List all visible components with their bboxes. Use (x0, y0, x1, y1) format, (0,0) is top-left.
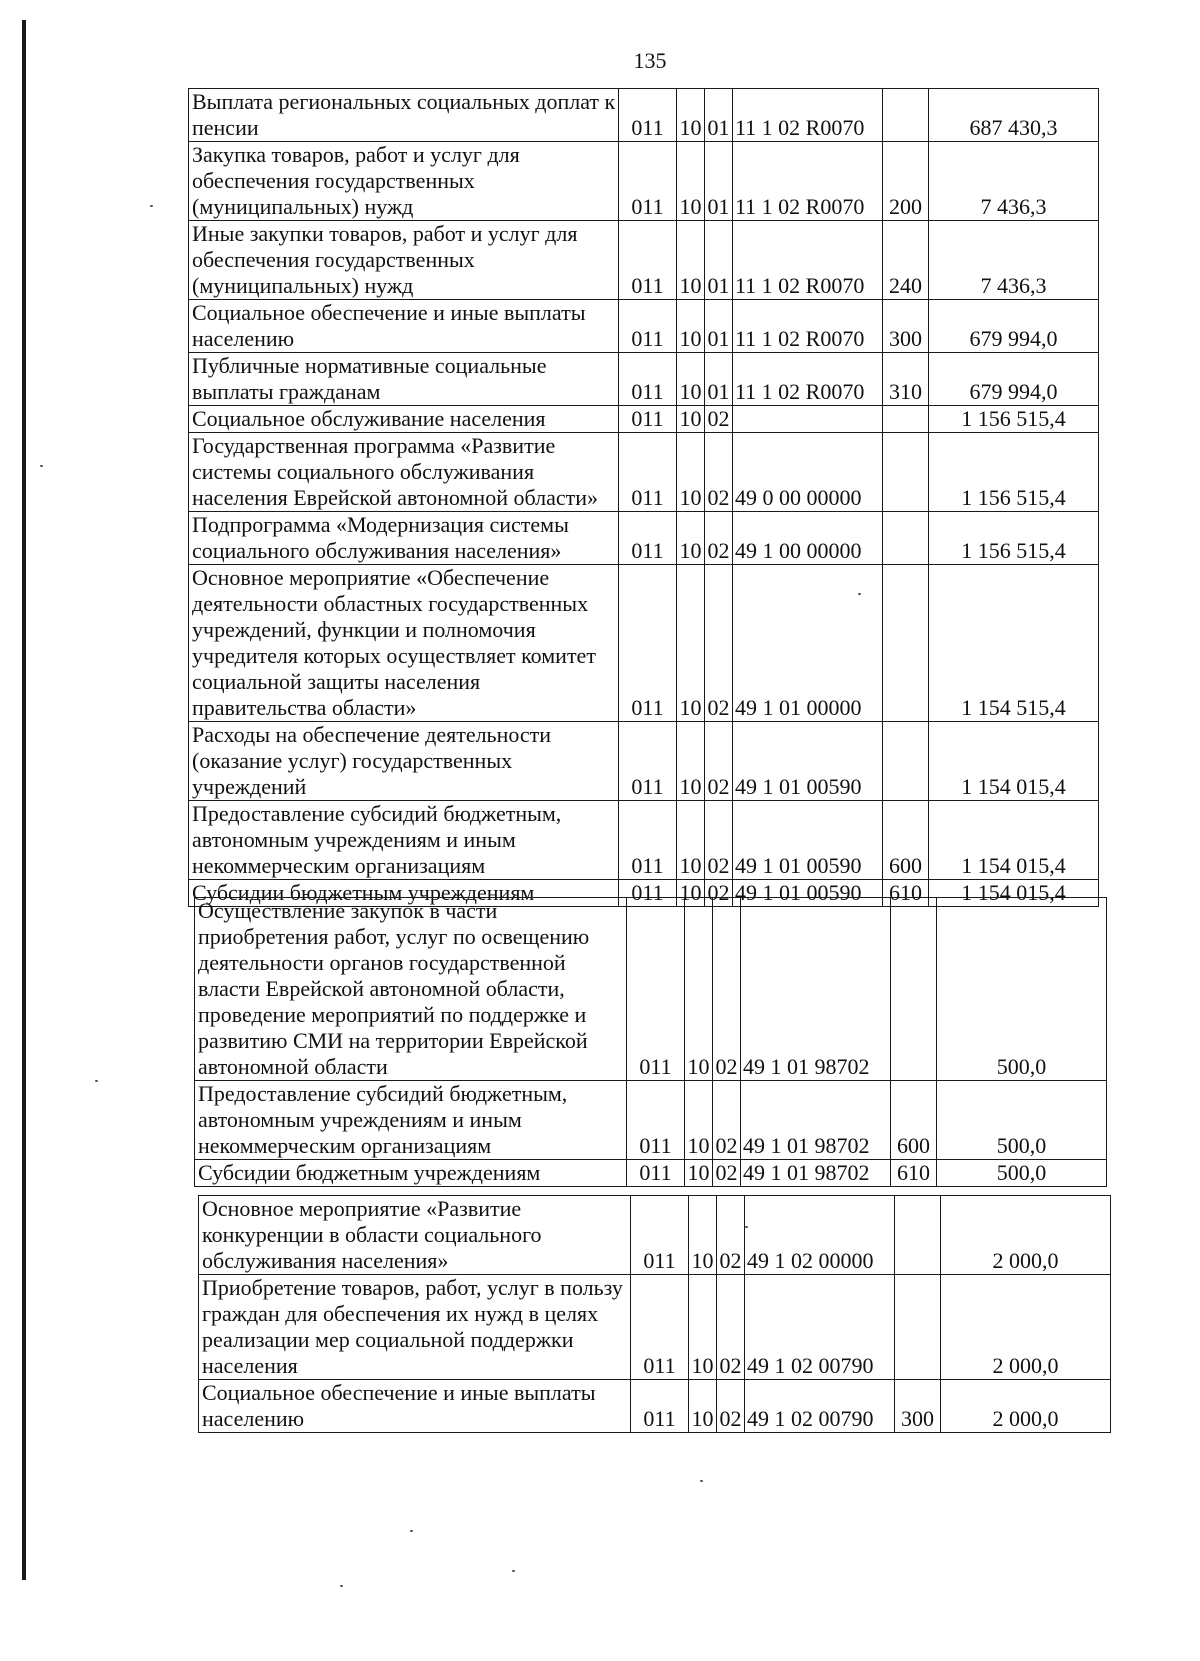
section-code-cell: 10 (677, 565, 705, 722)
target-article-cell: 11 1 02 R0070 (733, 300, 883, 353)
table-row (189, 801, 1099, 880)
target-article-cell: 49 1 01 00590 (733, 722, 883, 801)
target-article-cell: 49 1 01 98702 (741, 1160, 891, 1187)
amount-cell: 1 156 515,4 (929, 512, 1099, 565)
table-row (189, 300, 1099, 353)
amount-cell: 1 156 515,4 (929, 433, 1099, 512)
target-article-cell (733, 406, 883, 433)
table-row (195, 1160, 1107, 1187)
subsection-code-cell: 01 (705, 300, 733, 353)
budget-table-part-3 (198, 1195, 1111, 1433)
row-name-cell: Социальное обслуживание населения (189, 406, 619, 433)
section-code-cell: 10 (677, 801, 705, 880)
amount-cell: 7 436,3 (929, 221, 1099, 300)
table-row (189, 406, 1099, 433)
amount-cell: 1 154 015,4 (929, 722, 1099, 801)
scan-speck (95, 1080, 98, 1082)
expense-type-cell: 300 (883, 300, 929, 353)
section-code-cell: 10 (685, 1160, 713, 1187)
target-article-cell: 49 1 01 00590 (733, 801, 883, 880)
subsection-code-cell: 02 (717, 1196, 745, 1275)
row-name-cell: Государственная программа «Развитие системы социального обслуживания населения Еврейской автономной области» (189, 433, 619, 512)
target-article-cell: 49 1 01 98702 (741, 898, 891, 1081)
row-name-cell: Выплата региональных социальных доплат к пенсии (189, 89, 619, 142)
row-name-cell: Расходы на обеспечение деятельности (оказание услуг) государственных учреждений (189, 722, 619, 801)
row-name-cell: Субсидии бюджетным учреждениям (189, 880, 619, 907)
scan-speck (745, 1226, 748, 1228)
expense-type-cell (895, 1275, 941, 1380)
row-name-cell: Социальное обеспечение и иные выплаты населению (189, 300, 619, 353)
section-code-cell: 10 (677, 722, 705, 801)
target-article-cell: 11 1 02 R0070 (733, 142, 883, 221)
subsection-code-cell: 02 (713, 898, 741, 1081)
table-row (189, 722, 1099, 801)
amount-cell: 500,0 (937, 1081, 1107, 1160)
expense-type-cell: 610 (891, 1160, 937, 1187)
subsection-code-cell: 02 (705, 406, 733, 433)
row-name-cell: Основное мероприятие «Обеспечение деятельности областных государственных учреждений, функции и полномочия учредителя которых осуществляет комитет социальной защиты населения правительства области» (189, 565, 619, 722)
target-article-cell: 49 0 00 00000 (733, 433, 883, 512)
expense-type-cell (883, 433, 929, 512)
scan-speck (40, 465, 43, 467)
target-article-cell: 49 1 02 00000 (745, 1196, 895, 1275)
amount-cell: 2 000,0 (941, 1275, 1111, 1380)
amount-cell: 679 994,0 (929, 300, 1099, 353)
subsection-code-cell: 01 (705, 221, 733, 300)
ministry-code-cell: 011 (619, 565, 677, 722)
section-code-cell: 10 (677, 512, 705, 565)
section-code-cell: 10 (677, 406, 705, 433)
section-code-cell: 10 (685, 898, 713, 1081)
scan-speck (700, 1480, 703, 1482)
expense-type-cell (883, 565, 929, 722)
expense-type-cell: 600 (883, 801, 929, 880)
budget-table-body (195, 898, 1107, 1187)
table-row (189, 89, 1099, 142)
scan-speck (858, 593, 861, 595)
amount-cell: 1 154 015,4 (929, 801, 1099, 880)
amount-cell: 500,0 (937, 1160, 1107, 1187)
amount-cell: 2 000,0 (941, 1196, 1111, 1275)
target-article-cell: 49 1 01 98702 (741, 1081, 891, 1160)
subsection-code-cell: 02 (713, 1081, 741, 1160)
target-article-cell: 11 1 02 R0070 (733, 221, 883, 300)
ministry-code-cell: 011 (631, 1275, 689, 1380)
section-code-cell: 10 (677, 221, 705, 300)
budget-table-body (199, 1196, 1111, 1433)
amount-cell: 1 154 015,4 (929, 880, 1099, 907)
subsection-code-cell: 02 (705, 722, 733, 801)
ministry-code-cell: 011 (631, 1196, 689, 1275)
scan-speck (512, 1570, 515, 1572)
expense-type-cell: 610 (883, 880, 929, 907)
subsection-code-cell: 02 (717, 1275, 745, 1380)
table-row (199, 1196, 1111, 1275)
row-name-cell: Предоставление субсидий бюджетным, автономным учреждениям и иным некоммерческим организациям (189, 801, 619, 880)
ministry-code-cell: 011 (619, 512, 677, 565)
row-name-cell: Закупка товаров, работ и услуг для обеспечения государственных (муниципальных) нужд (189, 142, 619, 221)
amount-cell: 500,0 (937, 898, 1107, 1081)
row-name-cell: Субсидии бюджетным учреждениям (195, 1160, 627, 1187)
ministry-code-cell: 011 (627, 1160, 685, 1187)
target-article-cell: 11 1 02 R0070 (733, 89, 883, 142)
subsection-code-cell: 01 (705, 89, 733, 142)
ministry-code-cell: 011 (619, 221, 677, 300)
amount-cell: 1 156 515,4 (929, 406, 1099, 433)
ministry-code-cell: 011 (619, 353, 677, 406)
expense-type-cell: 310 (883, 353, 929, 406)
subsection-code-cell: 02 (705, 565, 733, 722)
scan-speck (410, 1530, 413, 1532)
table-row (195, 1081, 1107, 1160)
expense-type-cell (883, 512, 929, 565)
expense-type-cell: 200 (883, 142, 929, 221)
page-binding-edge (22, 20, 26, 1580)
ministry-code-cell: 011 (619, 433, 677, 512)
table-row (199, 1380, 1111, 1433)
table-row (189, 221, 1099, 300)
table-row (189, 565, 1099, 722)
row-name-cell: Приобретение товаров, работ, услуг в пользу граждан для обеспечения их нужд в целях реализации мер социальной поддержки населения (199, 1275, 631, 1380)
table-row (189, 353, 1099, 406)
target-article-cell: 11 1 02 R0070 (733, 353, 883, 406)
budget-table-part-2 (194, 897, 1107, 1187)
amount-cell: 7 436,3 (929, 142, 1099, 221)
row-name-cell: Осуществление закупок в части приобретения работ, услуг по освещению деятельности органов государственной власти Еврейской автономной области, проведение мероприятий по поддержке и развитию СМИ на территории Еврейской автономной области (195, 898, 627, 1081)
amount-cell: 679 994,0 (929, 353, 1099, 406)
section-code-cell: 10 (677, 880, 705, 907)
target-article-cell: 49 1 01 00000 (733, 565, 883, 722)
section-code-cell: 10 (677, 300, 705, 353)
expense-type-cell: 300 (895, 1380, 941, 1433)
ministry-code-cell: 011 (619, 142, 677, 221)
section-code-cell: 10 (677, 142, 705, 221)
target-article-cell: 49 1 01 00590 (733, 880, 883, 907)
budget-table-body (189, 89, 1099, 907)
section-code-cell: 10 (689, 1275, 717, 1380)
ministry-code-cell: 011 (619, 89, 677, 142)
ministry-code-cell: 011 (627, 1081, 685, 1160)
row-name-cell: Публичные нормативные социальные выплаты гражданам (189, 353, 619, 406)
subsection-code-cell: 01 (705, 142, 733, 221)
expense-type-cell: 240 (883, 221, 929, 300)
section-code-cell: 10 (677, 89, 705, 142)
row-name-cell: Основное мероприятие «Развитие конкуренции в области социального обслуживания населения» (199, 1196, 631, 1275)
ministry-code-cell: 011 (619, 406, 677, 433)
expense-type-cell: 600 (891, 1081, 937, 1160)
subsection-code-cell: 02 (705, 433, 733, 512)
row-name-cell: Иные закупки товаров, работ и услуг для обеспечения государственных (муниципальных) нужд (189, 221, 619, 300)
expense-type-cell (883, 406, 929, 433)
target-article-cell: 49 1 02 00790 (745, 1380, 895, 1433)
budget-table-part-1 (188, 88, 1099, 907)
ministry-code-cell: 011 (619, 880, 677, 907)
row-name-cell: Подпрограмма «Модернизация системы социального обслуживания населения» (189, 512, 619, 565)
expense-type-cell (883, 722, 929, 801)
amount-cell: 1 154 515,4 (929, 565, 1099, 722)
subsection-code-cell: 02 (705, 512, 733, 565)
section-code-cell: 10 (689, 1380, 717, 1433)
table-row (195, 898, 1107, 1081)
row-name-cell: Предоставление субсидий бюджетным, автономным учреждениям и иным некоммерческим организациям (195, 1081, 627, 1160)
amount-cell: 2 000,0 (941, 1380, 1111, 1433)
ministry-code-cell: 011 (627, 898, 685, 1081)
ministry-code-cell: 011 (619, 722, 677, 801)
scan-speck (150, 205, 153, 207)
subsection-code-cell: 02 (713, 1160, 741, 1187)
section-code-cell: 10 (685, 1081, 713, 1160)
target-article-cell: 49 1 00 00000 (733, 512, 883, 565)
subsection-code-cell: 02 (717, 1380, 745, 1433)
expense-type-cell (895, 1196, 941, 1275)
ministry-code-cell: 011 (619, 801, 677, 880)
scan-speck (340, 1585, 343, 1587)
expense-type-cell (883, 89, 929, 142)
ministry-code-cell: 011 (619, 300, 677, 353)
table-row (189, 433, 1099, 512)
expense-type-cell (891, 898, 937, 1081)
table-row (189, 512, 1099, 565)
subsection-code-cell: 02 (705, 880, 733, 907)
section-code-cell: 10 (677, 433, 705, 512)
table-row (199, 1275, 1111, 1380)
amount-cell: 687 430,3 (929, 89, 1099, 142)
row-name-cell: Социальное обеспечение и иные выплаты населению (199, 1380, 631, 1433)
subsection-code-cell: 01 (705, 353, 733, 406)
section-code-cell: 10 (689, 1196, 717, 1275)
page-number: 135 (633, 48, 667, 73)
subsection-code-cell: 02 (705, 801, 733, 880)
target-article-cell: 49 1 02 00790 (745, 1275, 895, 1380)
ministry-code-cell: 011 (631, 1380, 689, 1433)
table-row (189, 142, 1099, 221)
section-code-cell: 10 (677, 353, 705, 406)
